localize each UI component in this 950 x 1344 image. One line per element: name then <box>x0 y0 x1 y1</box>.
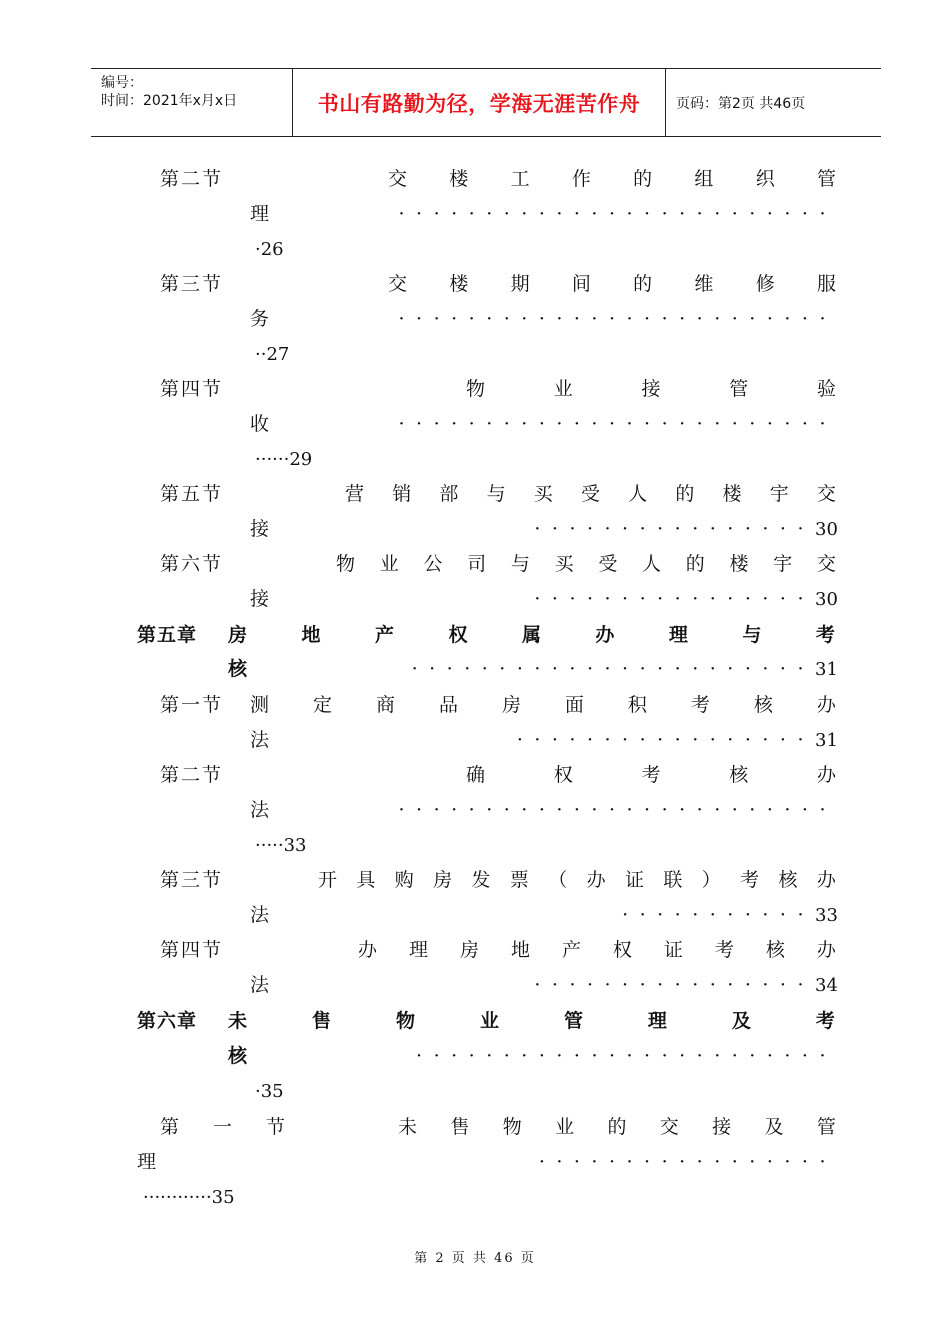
title-char: 受 <box>580 483 600 505</box>
title-char: 定 <box>312 694 332 716</box>
title-char: 楼 <box>722 483 742 505</box>
title-char: 验 <box>816 378 836 400</box>
title-char: ） <box>701 869 721 891</box>
toc-entry-page-line <box>0 337 950 372</box>
title-char: 交 <box>816 553 836 575</box>
toc-entry <box>0 477 950 512</box>
toc-title <box>398 1110 836 1145</box>
title-char: 地 <box>510 939 530 961</box>
toc-title-continued: 理 <box>250 203 270 225</box>
title-char: 物 <box>502 1116 522 1138</box>
title-char: 服 <box>816 273 836 295</box>
title-char: 考 <box>740 869 760 891</box>
title-char: 受 <box>598 553 618 575</box>
title-char: 组 <box>694 168 714 190</box>
header-page-info: 页码：第2页 共46页 <box>676 95 806 112</box>
toc-entry-continued <box>0 723 950 758</box>
title-char: 公 <box>423 553 443 575</box>
title-char: 产 <box>561 939 581 961</box>
title-char: 发 <box>471 869 491 891</box>
title-char: 的 <box>633 273 653 295</box>
title-char: 期 <box>510 273 530 295</box>
title-char: 物 <box>336 553 356 575</box>
title-char: 权 <box>612 939 632 961</box>
title-char: 核 <box>753 694 773 716</box>
title-char: 宇 <box>769 483 789 505</box>
toc-entry-continued <box>0 793 950 828</box>
toc-title-continued: 接 <box>250 588 270 610</box>
toc-leader-dots: ················· <box>538 1151 837 1173</box>
toc-title-continued: 接 <box>250 518 270 540</box>
header-slogan: 书山有路勤为径，学海无涯苦作舟 <box>317 91 641 116</box>
toc-entry <box>0 162 950 197</box>
toc-entry <box>0 267 950 302</box>
title-char: 确 <box>466 764 486 786</box>
title-char: 权 <box>553 764 573 786</box>
toc-page-number: ·35 <box>255 1081 284 1102</box>
title-char: 及 <box>764 1116 784 1138</box>
toc-page-number: ······29 <box>255 449 313 470</box>
title-char: 与 <box>742 624 763 646</box>
title-char: 办 <box>595 624 616 646</box>
toc-entry-page-line <box>0 1180 950 1215</box>
toc-entry <box>0 547 950 582</box>
toc-leader-dots: ························· <box>398 308 837 330</box>
toc-leader-dots: ················ <box>534 588 815 610</box>
title-char: 房 <box>228 624 249 646</box>
title-char: 证 <box>625 869 645 891</box>
toc-leader-dots: ······················· <box>411 658 815 680</box>
title-char: 楼 <box>449 168 469 190</box>
toc-title <box>466 372 836 407</box>
title-char: 票 <box>509 869 529 891</box>
title-char: 接 <box>641 378 661 400</box>
toc-entry-continued <box>0 652 950 687</box>
toc-page-number: 34 <box>815 975 838 996</box>
title-char: 核 <box>729 764 749 786</box>
title-char: 接 <box>712 1116 732 1138</box>
toc-entry-page-line <box>0 442 950 477</box>
toc-title <box>466 758 836 793</box>
toc-section-label: 第五节 <box>160 483 224 505</box>
toc-title <box>250 688 836 723</box>
title-char: 营 <box>345 483 365 505</box>
toc-entry-continued <box>0 898 950 933</box>
title-char: 交 <box>388 168 408 190</box>
title-char: 证 <box>663 939 683 961</box>
title-char: 办 <box>816 869 836 891</box>
title-char: 未 <box>228 1010 249 1032</box>
title-char: 积 <box>627 694 647 716</box>
title-char: 售 <box>311 1010 332 1032</box>
title-char: 房 <box>501 694 521 716</box>
title-char: 办 <box>816 764 836 786</box>
toc-title <box>336 547 836 582</box>
title-char: 核 <box>765 939 785 961</box>
page-footer: 第 2 页 共 46 页 <box>414 1251 536 1266</box>
toc-entry <box>0 933 950 968</box>
toc-section-label: 第二节 <box>160 168 224 190</box>
title-char: 核 <box>778 869 798 891</box>
toc-page-number: ··27 <box>255 344 290 365</box>
toc-entry <box>0 372 950 407</box>
title-char: 楼 <box>449 273 469 295</box>
title-char: 房 <box>459 939 479 961</box>
title-char: 考 <box>815 624 836 646</box>
title-char: 产 <box>374 624 395 646</box>
title-char: 办 <box>358 939 378 961</box>
title-char: 品 <box>438 694 458 716</box>
title-char: 未 <box>398 1116 418 1138</box>
title-char: 人 <box>628 483 648 505</box>
toc-section-label: 第四节 <box>160 378 224 400</box>
toc-title <box>318 863 836 898</box>
toc-entry-page-line <box>0 828 950 863</box>
title-char: 权 <box>448 624 469 646</box>
title-char: 业 <box>479 1010 500 1032</box>
title-char: 办 <box>586 869 606 891</box>
toc-title-continued: 法 <box>250 799 270 821</box>
title-char: 面 <box>564 694 584 716</box>
toc-section-label: 第六节 <box>160 553 224 575</box>
toc-entry-continued <box>0 302 950 337</box>
title-char: 的 <box>685 553 705 575</box>
toc-title-continued: 收 <box>250 413 270 435</box>
toc-title-continued: 理 <box>137 1151 157 1173</box>
toc-entry-continued <box>0 197 950 232</box>
toc-page-number: 31 <box>815 730 838 751</box>
serial-label: 编号： <box>101 75 143 91</box>
title-char: 人 <box>642 553 662 575</box>
toc-section-label <box>160 1110 285 1145</box>
toc-title-continued: 核 <box>228 1045 249 1067</box>
toc-chapter-label: 第五章 <box>137 624 198 646</box>
title-char: 管 <box>563 1010 584 1032</box>
title-char: 房 <box>433 869 453 891</box>
title-char: 的 <box>675 483 695 505</box>
title-char: 交 <box>388 273 408 295</box>
toc-page-number: ············35 <box>143 1187 235 1208</box>
toc-title <box>388 162 836 197</box>
title-char: 办 <box>816 939 836 961</box>
title-char: 理 <box>668 624 689 646</box>
toc-leader-dots: ························· <box>398 413 837 435</box>
toc-section-label: 第一节 <box>160 694 224 716</box>
title-char: 具 <box>356 869 376 891</box>
title-char: 办 <box>816 694 836 716</box>
toc-section-label: 第三节 <box>160 273 224 295</box>
title-char: 买 <box>533 483 553 505</box>
title-char: 一 <box>212 1116 232 1138</box>
title-char: 考 <box>714 939 734 961</box>
toc-title-continued: 法 <box>250 904 270 926</box>
title-char: 理 <box>408 939 428 961</box>
toc-chapter-entry <box>0 618 950 653</box>
toc-section-label: 第四节 <box>160 939 224 961</box>
toc-page-number: 30 <box>815 589 838 610</box>
toc-leader-dots: ························ <box>416 1045 837 1067</box>
title-char: 业 <box>553 378 573 400</box>
toc-entry <box>0 758 950 793</box>
title-char: 购 <box>394 869 414 891</box>
toc-title-continued: 核 <box>228 658 249 680</box>
title-char: 物 <box>395 1010 416 1032</box>
title-char: 的 <box>607 1116 627 1138</box>
toc-chapter-label: 第六章 <box>137 1010 198 1032</box>
title-char: 维 <box>694 273 714 295</box>
title-char: 的 <box>633 168 653 190</box>
title-char: 司 <box>467 553 487 575</box>
toc-section-label: 第三节 <box>160 869 224 891</box>
toc-title <box>345 477 836 512</box>
title-char: 开 <box>318 869 338 891</box>
toc-page-number: ·26 <box>255 239 284 260</box>
title-char: 联 <box>663 869 683 891</box>
title-char: 间 <box>571 273 591 295</box>
title-char: 考 <box>690 694 710 716</box>
toc-entry <box>0 688 950 723</box>
title-char: 售 <box>450 1116 470 1138</box>
title-char: 修 <box>755 273 775 295</box>
toc-leader-dots: ················ <box>534 518 815 540</box>
toc-entry-continued <box>0 512 950 547</box>
toc-chapter-entry <box>0 1004 950 1039</box>
toc-entry-page-line <box>0 232 950 267</box>
title-char: 业 <box>555 1116 575 1138</box>
toc-page-number: 30 <box>815 519 838 540</box>
title-char: 与 <box>510 553 530 575</box>
toc-entry-page-line <box>0 1074 950 1109</box>
toc-entry <box>0 863 950 898</box>
title-char: 楼 <box>729 553 749 575</box>
title-char: 宇 <box>773 553 793 575</box>
toc-page-number: 33 <box>815 905 838 926</box>
toc-title <box>388 267 836 302</box>
title-char: 织 <box>755 168 775 190</box>
title-char: （ <box>548 869 568 891</box>
title-char: 理 <box>647 1010 668 1032</box>
title-char: 管 <box>816 1116 836 1138</box>
title-char: 工 <box>510 168 530 190</box>
title-char: 管 <box>816 168 836 190</box>
toc-leader-dots: ··········· <box>622 904 815 926</box>
toc-leader-dots: ················· <box>516 729 815 751</box>
toc-leader-dots: ························· <box>398 799 837 821</box>
title-char: 商 <box>375 694 395 716</box>
toc-entry-continued <box>0 1145 950 1180</box>
title-char: 属 <box>521 624 542 646</box>
toc-title <box>358 933 836 968</box>
toc-leader-dots: ················ <box>534 974 815 996</box>
title-char: 考 <box>815 1010 836 1032</box>
toc-entry-continued <box>0 407 950 442</box>
title-char: 与 <box>486 483 506 505</box>
time-label: 时间：2021年x月x日 <box>101 93 238 109</box>
toc-title-continued: 法 <box>250 729 270 751</box>
title-char: 部 <box>439 483 459 505</box>
title-char: 业 <box>379 553 399 575</box>
title-char: 销 <box>392 483 412 505</box>
toc-title-continued: 务 <box>250 308 270 330</box>
toc-chapter-title <box>228 618 836 653</box>
toc-page-number: ·····33 <box>255 835 307 856</box>
title-char: 节 <box>265 1116 285 1138</box>
title-char: 买 <box>554 553 574 575</box>
title-char: 第 <box>160 1116 180 1138</box>
title-char: 交 <box>659 1116 679 1138</box>
title-char: 交 <box>816 483 836 505</box>
title-char: 物 <box>466 378 486 400</box>
title-char: 管 <box>729 378 749 400</box>
toc-leader-dots: ························· <box>398 203 837 225</box>
title-char: 及 <box>731 1010 752 1032</box>
title-char: 作 <box>571 168 591 190</box>
toc-entry-continued <box>0 968 950 1003</box>
title-char: 考 <box>641 764 661 786</box>
toc-entry <box>0 1110 950 1145</box>
toc-chapter-title <box>228 1004 836 1039</box>
toc-entry-continued <box>0 582 950 617</box>
title-char: 地 <box>301 624 322 646</box>
toc-page-number: 31 <box>815 659 838 680</box>
toc-title-continued: 法 <box>250 974 270 996</box>
title-char: 测 <box>250 694 270 716</box>
toc-section-label: 第二节 <box>160 764 224 786</box>
toc-entry-continued <box>0 1039 950 1074</box>
